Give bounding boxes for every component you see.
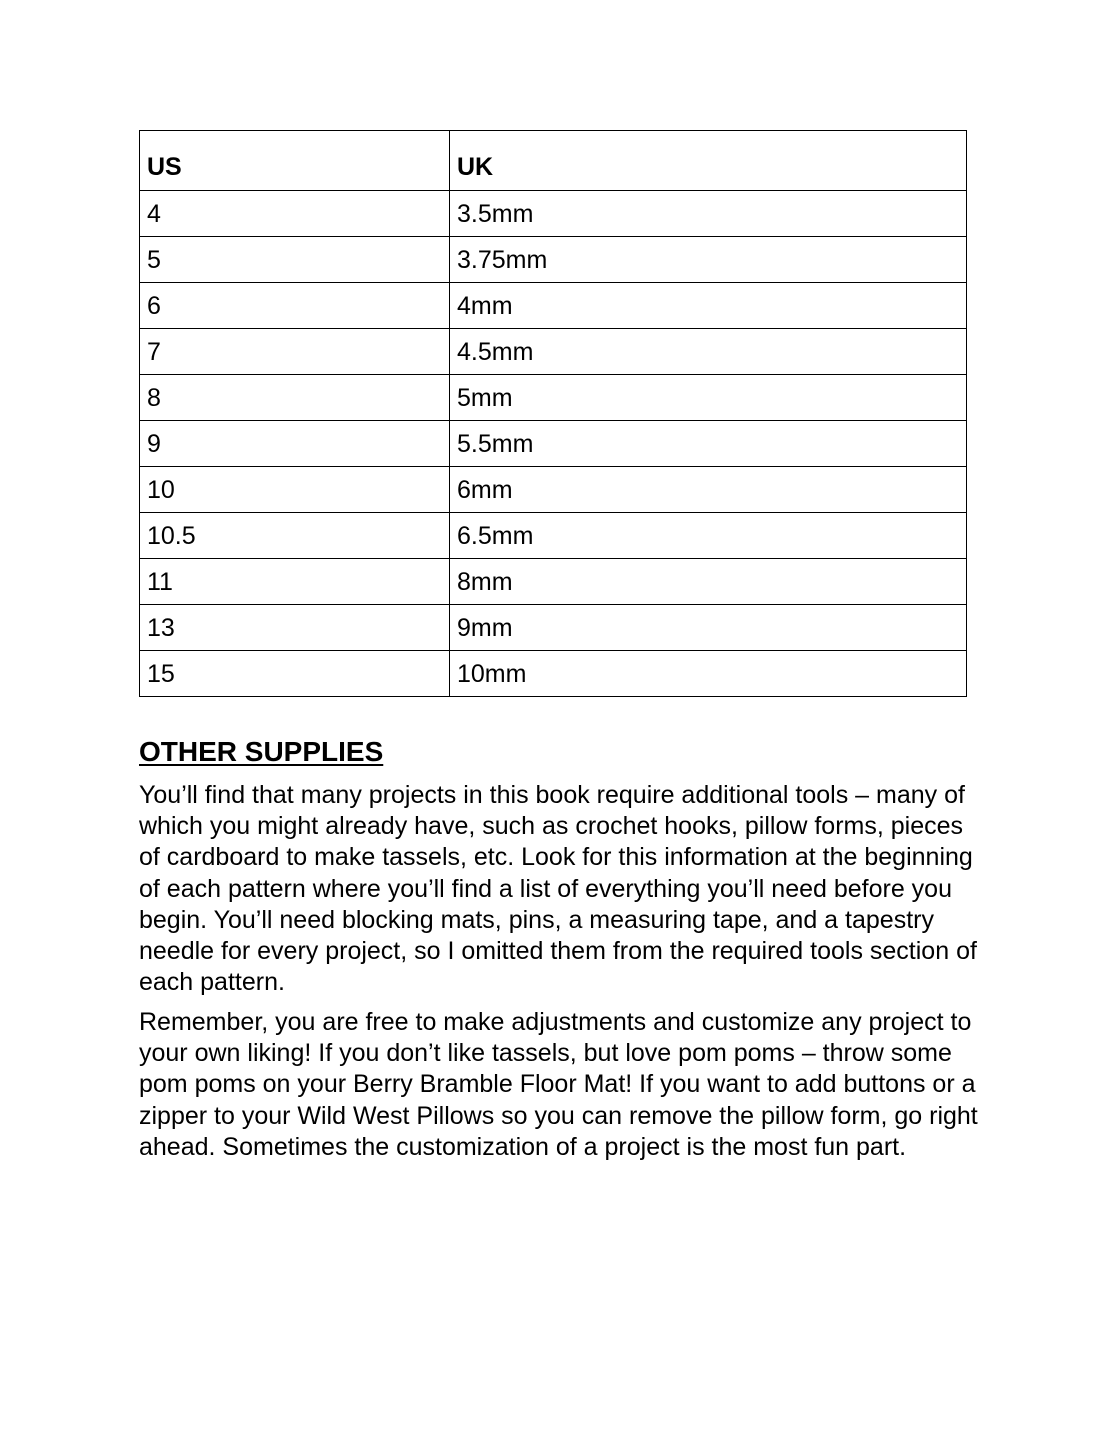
needle-size-table [139, 130, 967, 697]
table-row [140, 513, 967, 559]
table-header-row [140, 131, 967, 191]
cell-uk: 3.5mm [450, 191, 967, 237]
table-row [140, 191, 967, 237]
table-row [140, 237, 967, 283]
table-row [140, 375, 967, 421]
table-row [140, 421, 967, 467]
table-row [140, 283, 967, 329]
cell-us: 8 [140, 375, 450, 421]
cell-uk: 4mm [450, 283, 967, 329]
cell-uk: 6mm [450, 467, 967, 513]
cell-us: 10.5 [140, 513, 450, 559]
table-row [140, 467, 967, 513]
cell-us: 4 [140, 191, 450, 237]
cell-us: 6 [140, 283, 450, 329]
cell-uk: 3.75mm [450, 237, 967, 283]
table-row [140, 605, 967, 651]
cell-us: 5 [140, 237, 450, 283]
cell-us: 13 [140, 605, 450, 651]
cell-uk: 9mm [450, 605, 967, 651]
cell-us: 15 [140, 651, 450, 697]
cell-us: 10 [140, 467, 450, 513]
cell-us: 9 [140, 421, 450, 467]
paragraph-customize: Remember, you are free to make adjustments and customize any project to your own liking! If you don’t like tassels, but love pom poms – throw some pom poms on your Berry Bramble Floor Mat! If you want to add buttons or a zipper to your Wild West Pillows so you can remove the pillow form, go right ahead. Sometimes the customization of a project is the most fun part. [139, 1008, 978, 1161]
cell-uk: 6.5mm [450, 513, 967, 559]
table-row [140, 559, 967, 605]
cell-uk: 8mm [450, 559, 967, 605]
header-uk: UK [450, 131, 967, 191]
cell-us: 7 [140, 329, 450, 375]
cell-uk: 4.5mm [450, 329, 967, 375]
cell-uk: 5mm [450, 375, 967, 421]
cell-uk: 5.5mm [450, 421, 967, 467]
header-us: US [140, 131, 450, 191]
table-row [140, 329, 967, 375]
cell-uk: 10mm [450, 651, 967, 697]
section-heading: OTHER SUPPLIES [139, 736, 384, 767]
cell-us: 11 [140, 559, 450, 605]
paragraph-other-supplies: You’ll find that many projects in this book require additional tools – many of which you might already have, such as crochet hooks, pillow forms, pieces of cardboard to make tassels, etc. Look for this information at the beginning of each pattern where you’ll find a list of everything you’ll need before you begin. You’ll need blocking mats, pins, a measuring tape, and a tapestry needle for every project, so I omitted them from the required tools section of each pattern. [139, 781, 977, 997]
table-row [140, 651, 967, 697]
